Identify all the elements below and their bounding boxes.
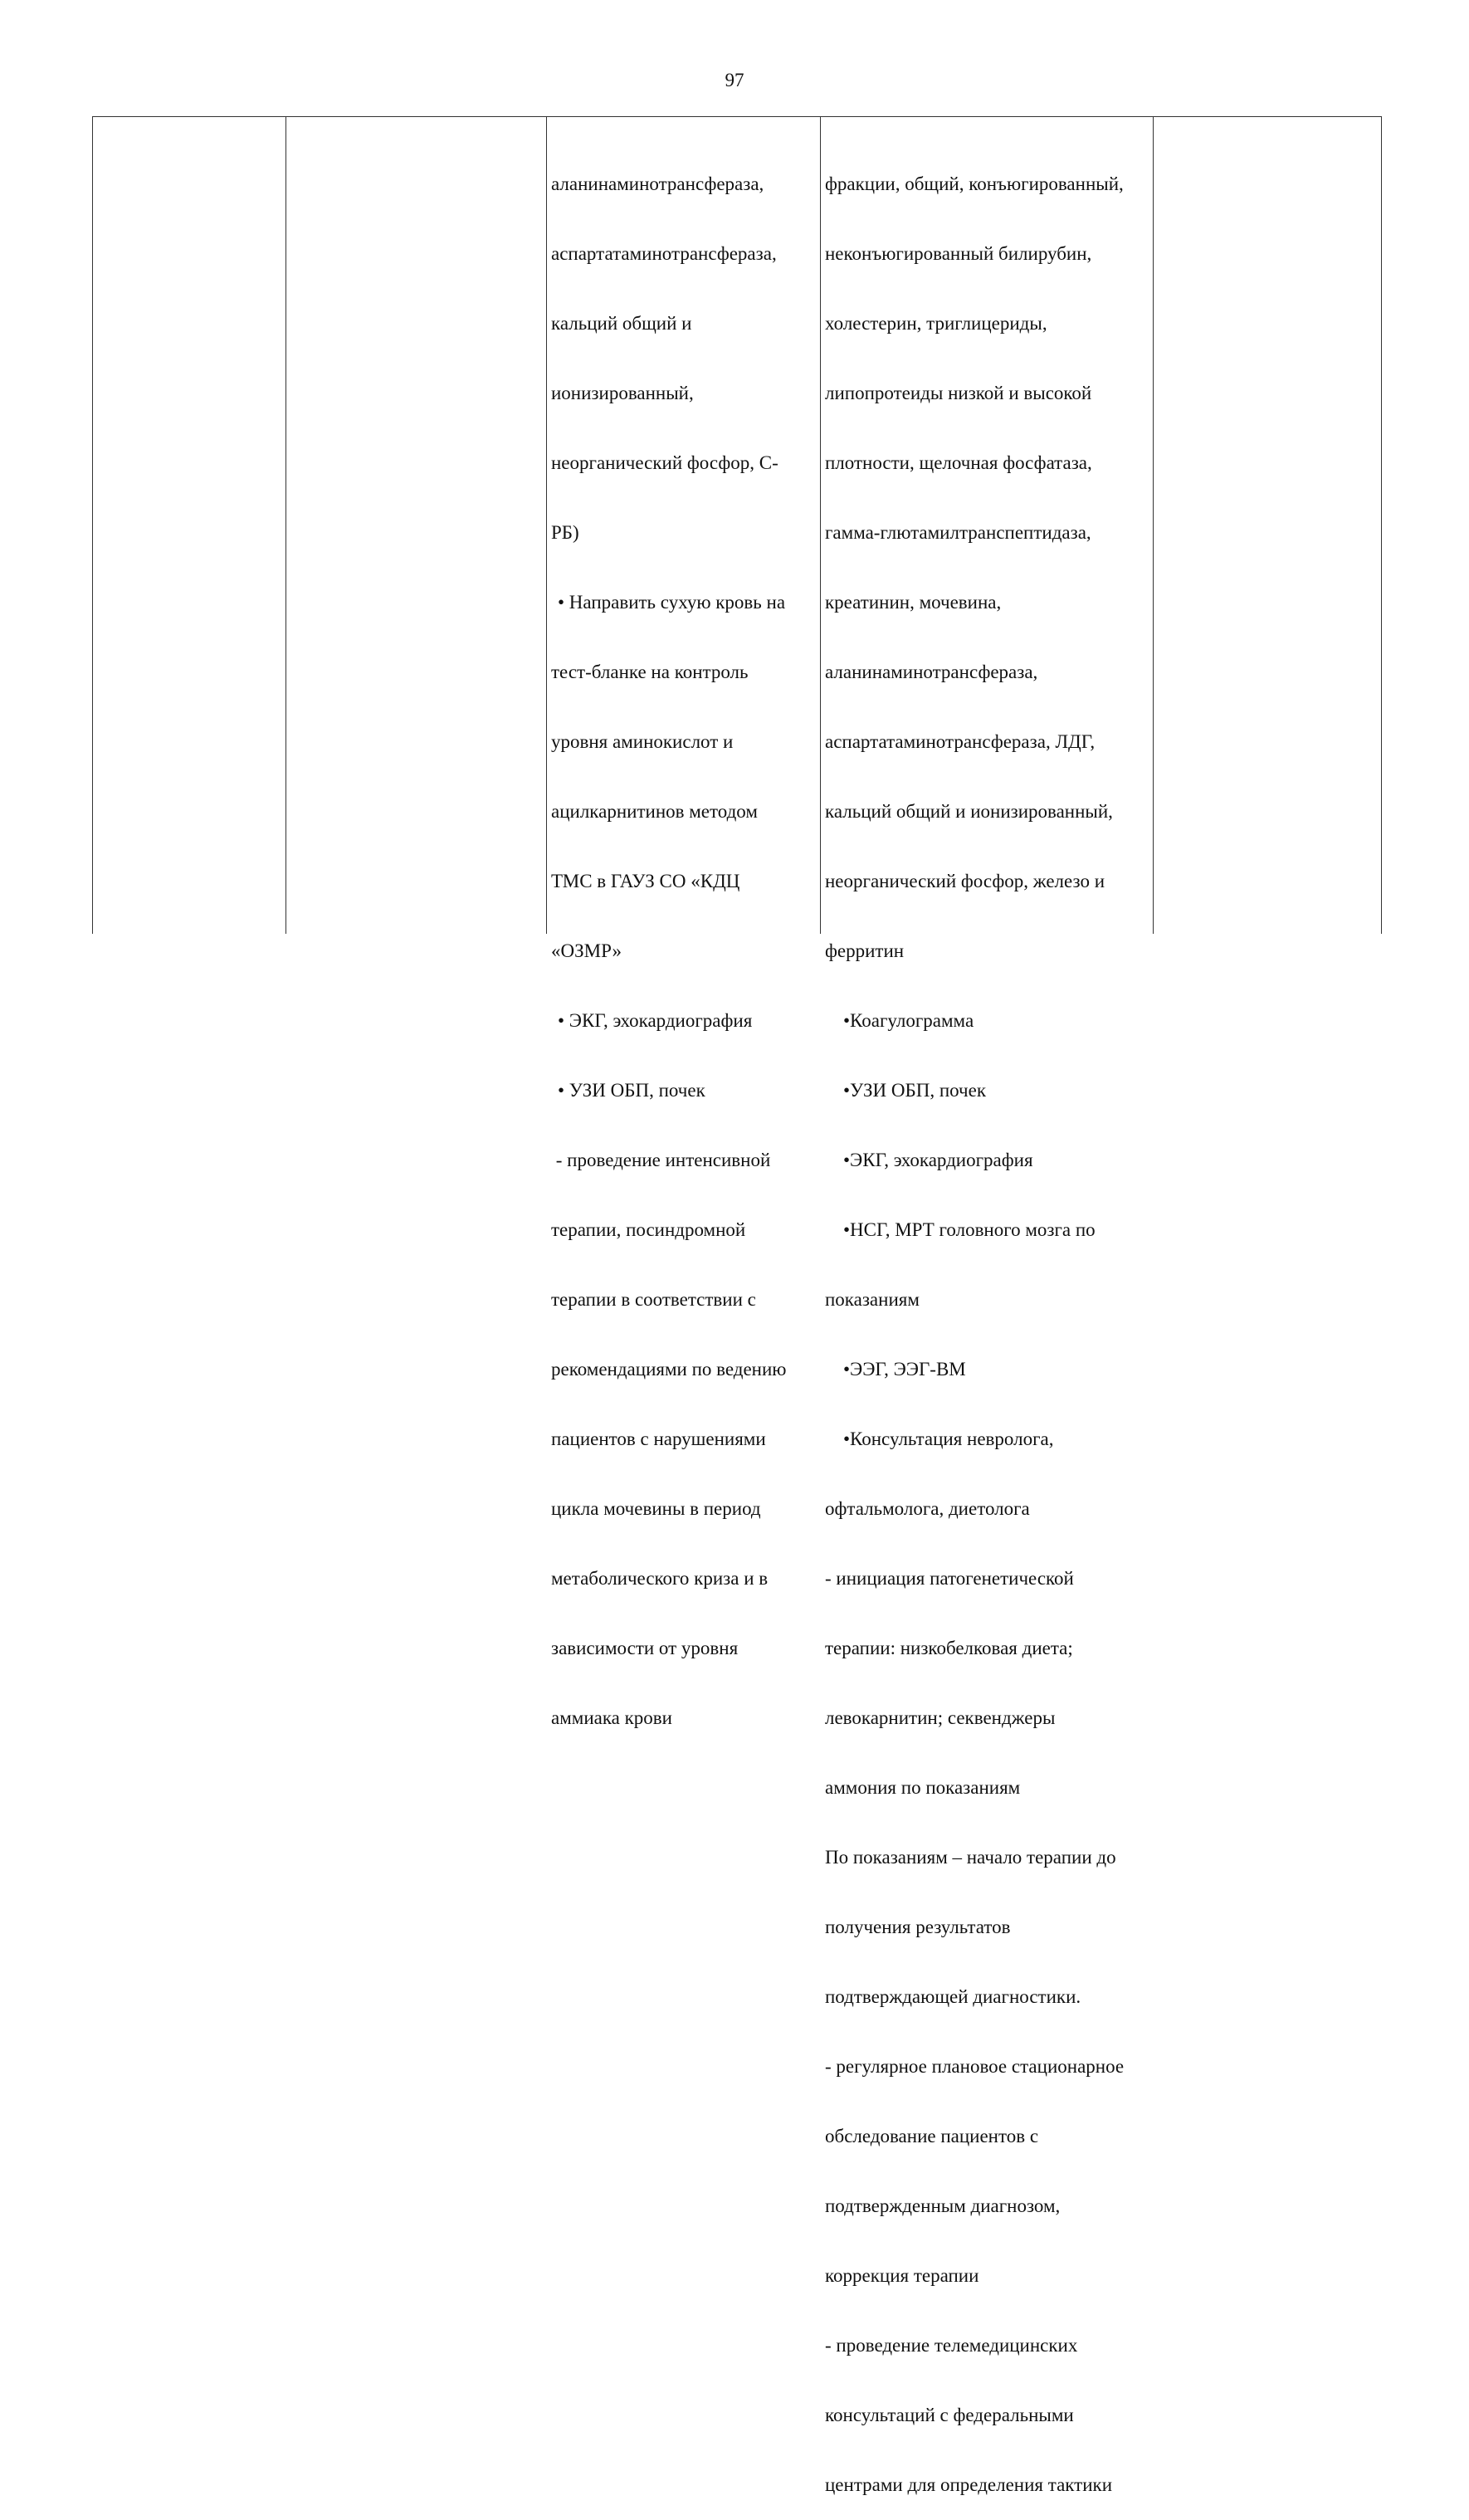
page-number: 97 xyxy=(725,70,744,90)
text-line: По показаниям – начало терапии до xyxy=(825,1847,1116,1868)
bullet-item: •УЗИ ОБП, почек xyxy=(843,1080,987,1101)
text-line: - инициация патогенетической xyxy=(825,1568,1074,1589)
table-border-left xyxy=(92,116,93,934)
text-line: - проведение интенсивной xyxy=(551,1150,771,1170)
text-line: подтвержденным диагнозом, xyxy=(825,2195,1061,2216)
text-line: пациентов с нарушениями xyxy=(551,1428,766,1449)
text-line: получения результатов xyxy=(825,1917,1011,1937)
text-line: тест-бланке на контроль xyxy=(551,662,749,682)
text-line: показаниям xyxy=(825,1289,920,1310)
text-line: креатинин, мочевина, xyxy=(825,592,1002,613)
text-line: ацилкарнитинов методом xyxy=(551,801,758,822)
text-line: аспартатаминотрансфераза, ЛДГ, xyxy=(825,731,1096,752)
text-line: метаболического криза и в xyxy=(551,1568,769,1589)
table-cell-col4 xyxy=(825,126,1124,2520)
text-line: ионизированный, xyxy=(551,383,694,403)
text-line: ферритин xyxy=(825,940,905,961)
text-line: кальций общий и ионизированный, xyxy=(825,801,1113,822)
text-line: РБ) xyxy=(551,522,579,543)
text-line: аспартатаминотрансфераза, xyxy=(551,243,777,264)
text-line: «ОЗМР» xyxy=(551,940,622,961)
table-divider-3 xyxy=(820,116,821,934)
text-line: терапии, посиндромной xyxy=(551,1219,746,1240)
text-line: аланинаминотрансфераза, xyxy=(825,662,1038,682)
text-line: аланинаминотрансфераза, xyxy=(551,173,764,194)
table-cell-col3 xyxy=(551,126,786,1753)
text-line: - проведение телемедицинских xyxy=(825,2335,1078,2356)
table-divider-4 xyxy=(1153,116,1154,934)
bullet-item: • УЗИ ОБП, почек xyxy=(558,1080,705,1101)
text-line: липопротеиды низкой и высокой xyxy=(825,383,1092,403)
text-line: терапии в соответствии с xyxy=(551,1289,756,1310)
text-line: левокарнитин; секвенджеры xyxy=(825,1707,1056,1728)
text-line: уровня аминокислот и xyxy=(551,731,734,752)
bullet-item: •НСГ, МРТ головного мозга по xyxy=(843,1219,1096,1240)
text-line: рекомендациями по ведению xyxy=(551,1359,787,1380)
text-line: гамма-глютамилтранспептидаза, xyxy=(825,522,1091,543)
text-line: фракции, общий, конъюгированный, xyxy=(825,173,1124,194)
text-line: терапии: низкобелковая диета; xyxy=(825,1638,1073,1658)
text-line: аммония по показаниям xyxy=(825,1777,1021,1798)
text-line: неорганический фосфор, С- xyxy=(551,452,778,473)
text-line: консультаций с федеральными xyxy=(825,2405,1074,2425)
table-border-right xyxy=(1381,116,1382,934)
bullet-item: • Направить сухую кровь на xyxy=(558,592,786,613)
text-line: аммиака крови xyxy=(551,1707,672,1728)
text-line: кальций общий и xyxy=(551,313,692,334)
text-line: - регулярное плановое стационарное xyxy=(825,2056,1125,2077)
bullet-item: •ЭКГ, эхокардиография xyxy=(843,1150,1033,1170)
text-line: плотности, щелочная фосфатаза, xyxy=(825,452,1092,473)
text-line: неконъюгированный билирубин, xyxy=(825,243,1092,264)
text-line: зависимости от уровня xyxy=(551,1638,739,1658)
text-line: коррекция терапии xyxy=(825,2265,979,2286)
text-line: цикла мочевины в период xyxy=(551,1498,761,1519)
text-line: офтальмолога, диетолога xyxy=(825,1498,1030,1519)
bullet-item: • ЭКГ, эхокардиография xyxy=(558,1010,753,1031)
text-line: неорганический фосфор, железо и xyxy=(825,871,1105,891)
text-line: подтверждающей диагностики. xyxy=(825,1986,1081,2007)
bullet-item: •Консультация невролога, xyxy=(843,1428,1054,1449)
text-line: обследование пациентов с xyxy=(825,2126,1039,2146)
table-divider-2 xyxy=(546,116,547,934)
text-line: холестерин, триглицериды, xyxy=(825,313,1047,334)
text-line: ТМС в ГАУЗ СО «КДЦ xyxy=(551,871,740,891)
bullet-item: •ЭЭГ, ЭЭГ-ВМ xyxy=(843,1359,966,1380)
text-line: центрами для определения тактики xyxy=(825,2474,1112,2495)
bullet-item: •Коагулограмма xyxy=(843,1010,974,1031)
